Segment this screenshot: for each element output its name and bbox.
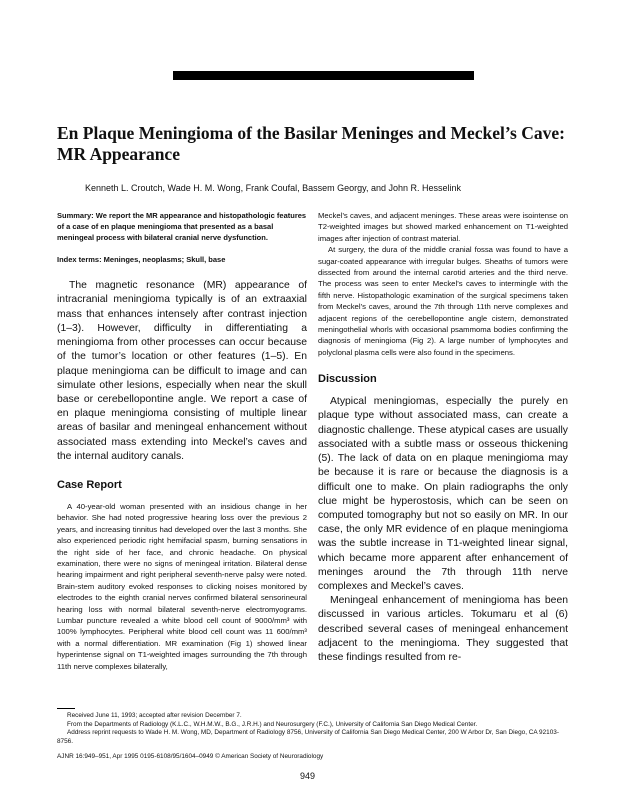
discussion-paragraph-2: Meningeal enhancement of meningioma has been discussed in various articles. Tokumaru et al (6) described several cases of meningeal enhancement adjacent to the meningioma. They suggested that these findings resulted from re- xyxy=(318,595,568,663)
footnote-received: Received June 11, 1993; accepted after revision December 7. xyxy=(67,712,242,719)
right-column xyxy=(318,210,568,665)
page-number: 949 xyxy=(300,771,316,781)
surgery-paragraph: At surgery, the dura of the middle cranial fossa was found to have a sugar-coated appearance with irregular bulges. Sheaths of tumors were dissected from around the internal carotid arteries and the third nerve. The process was seen to enter Meckel’s caves to intermingle with the fifth nerve. Histopathologic examination of the surgical specimens taken from Meckel’s caves, around the 7th through 11th nerve complexes and adjacent regions of the cerebellopontine angle cistern, demonstrated meningothelial whorls with occasional psammoma bodies confirming the diagnosis of meningioma (Fig 2). A large number of lymphocytes and polyclonal plasma cells were also found in the specimens. xyxy=(318,245,568,357)
article-title: En Plaque Meningioma of the Basilar Meninges and Meckel’s Cave: MR Appearance xyxy=(57,123,565,164)
footnotes xyxy=(57,712,567,746)
header-bar xyxy=(173,71,474,80)
footnote-departments: From the Departments of Radiology (K.L.C., W.H.M.W., B.G., J.R.H.) and Neurosurgery (F.C.), University of California San Diego Medical Center. xyxy=(67,720,478,728)
discussion-heading: Discussion xyxy=(318,373,377,386)
index-terms: Index terms: Meninges, neoplasms; Skull, base xyxy=(57,255,226,265)
left-column xyxy=(57,210,307,672)
intro-paragraph: The magnetic resonance (MR) appearance of intracranial meningioma typically is of an extraaxial mass that enhances intensely after contrast injection (1–3). However, difficulty in differentiating a meningioma from other processes can occur because of the tumor’s location or other features (1–5). En plaque meningioma can be difficult to image and can simulate other lesions, especially when near the skull base or cerebellopontine angle. We report a case of en plaque meningioma consisting of multiple linear areas of basilar and meningeal enhancement without associated mass extending into Meckel’s caves and the internal auditory canals. xyxy=(57,280,307,462)
case-report-paragraph: A 40-year-old woman presented with an insidious change in her behavior. She had noted progressive hearing loss over the previous 2 years, and increasing tinnitus had developed over the last 3 months. She also experienced periodic right hemifacial spasm, burning sensations in the right side of her face, and chronic headache. On physical examination, there were no signs of meningeal irritation. Bilateral dense hearing impairment and right peripheral seventh-nerve palsy were noted. Brain-stem auditory evoked responses to clicking noises monitored by electrodes to the eighth cranial nerves confirmed bilateral sensorineural hearing loss with normal bilateral seventh-nerve electromyograms. Lumbar puncture revealed a white blood cell count of 9000/mm³ with 100% lymphocytes. Peripheral white blood cell count was 11 600/mm³ with a normal differentiation. MR examination (Fig 1) showed linear hyperintense signal on T1-weighted images surrounding the 7th through 11th nerve complexes bilaterally, xyxy=(57,501,307,671)
footnote-rule xyxy=(57,708,75,709)
summary: Summary: We report the MR appearance and histopathologic features of a case of en plaque meningioma that presented as a basal meningeal process with bilateral cranial nerve dysfunction. xyxy=(57,211,307,243)
footnote-reprints: Address reprint requests to Wade H. M. Wong, MD, Department of Radiology 8756, University of California San Diego Medical Center, 200 W Arbor Dr, San Diego, CA 92103-8756. xyxy=(57,729,559,745)
journal-citation: AJNR 16:949–951, Apr 1995 0195-6108/95/1604–0949 © American Society of Neuroradiology xyxy=(57,753,324,760)
case-report-heading: Case Report xyxy=(57,478,122,491)
case-report-continued: Meckel’s caves, and adjacent meninges. These areas were isointense on T2-weighted images but showed marked enhancement on T1-weighted images after injection of contrast material. xyxy=(318,211,568,243)
discussion-paragraph-1: Atypical meningiomas, especially the purely en plaque type without associated mass, can create a diagnostic challenge. These atypical cases are usually associated with a subtle mass or osseous thickening (5). The lack of data on en plaque meningioma may be because it is rare or because the diagnosis is a difficult one to make. On plain radiographs the only clue might be hyperostosis, which can be seen on computed tomography but not so easily on MR. In our case, the only MR evidence of en plaque meningioma was the subtle increase in T1-weighted linear signal, which became more apparent after enhancement of meninges around the 7th through 11th nerve complexes and Meckel’s caves. xyxy=(318,396,568,592)
author-list: Kenneth L. Croutch, Wade H. M. Wong, Frank Coufal, Bassem Georgy, and John R. Hesselink xyxy=(85,183,462,193)
